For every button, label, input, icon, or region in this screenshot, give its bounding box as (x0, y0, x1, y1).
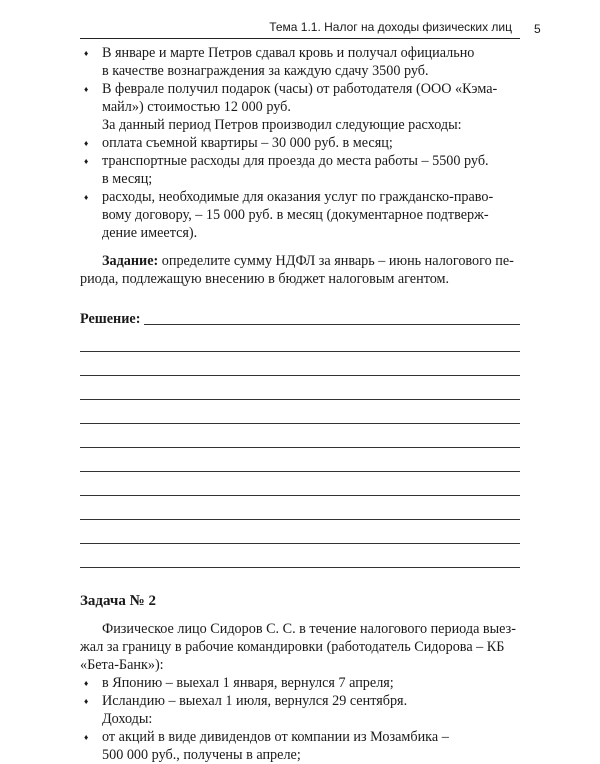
answer-line[interactable] (80, 328, 520, 352)
page-content (80, 44, 520, 764)
task2-paragraph-line: Физическое лицо Сидоров С. С. в течение налогового периода выез- (102, 621, 516, 637)
list-item: ♦ транспортные расходы для проезда до места работы – 5500 руб. в месяц; (80, 152, 520, 188)
list-item: ♦ в Японию – выехал 1 января, вернулся 7 апреля; (80, 674, 520, 692)
solution-line[interactable] (144, 324, 520, 325)
answer-lines[interactable] (80, 328, 520, 568)
list-item: ♦ от акций в виде дивидендов от компании из Мозамбика – 500 000 руб., получены в апреле; (80, 728, 520, 764)
assignment-continuation: риода, подлежащую внесению в бюджет налоговым агентом. (80, 271, 450, 287)
solution-label: Решение: (80, 311, 141, 327)
answer-line[interactable] (80, 544, 520, 568)
header-title: Тема 1.1. Налог на доходы физических лиц (269, 20, 512, 34)
answer-line[interactable] (80, 496, 520, 520)
answer-line[interactable] (80, 520, 520, 544)
answer-line[interactable] (80, 472, 520, 496)
task2-paragraph-line: жал за границу в рабочие командировки (работодатель Сидорова – КБ (80, 639, 505, 655)
answer-line[interactable] (80, 448, 520, 472)
list-item: ♦ Исландию – выехал 1 июля, вернулся 29 сентября. (80, 692, 520, 710)
answer-line[interactable] (80, 352, 520, 376)
assignment (80, 252, 520, 270)
answer-line[interactable] (80, 424, 520, 448)
income-label: Доходы: (102, 711, 153, 727)
list-item: ♦ расходы, необходимые для оказания услуг по гражданско-право- вому договору, – 15 000 руб. в месяц (документарное подтверж- дение имеется). (80, 188, 520, 242)
page-number: 5 (534, 22, 541, 36)
task2-paragraph-line: «Бета-Банк»): (80, 657, 164, 673)
solution-header (80, 310, 520, 328)
answer-line[interactable] (80, 376, 520, 400)
assignment-label: Задание: (102, 253, 159, 269)
expenses-intro: За данный период Петров производил следующие расходы: (102, 117, 462, 133)
running-header (80, 16, 520, 39)
assignment-text: определите сумму НДФЛ за январь – июнь налогового пе- (158, 253, 514, 269)
answer-line[interactable] (80, 400, 520, 424)
list-item: ♦ оплата съемной квартиры – 30 000 руб. в месяц; (80, 134, 520, 152)
list-item: ♦ В январе и марте Петров сдавал кровь и получал официально в качестве вознаграждения за каждую сдачу 3500 руб. (80, 44, 520, 80)
list-item: ♦ В феврале получил подарок (часы) от работодателя (ООО «Кэма- майл») стоимостью 12 000 руб. (80, 80, 520, 116)
task2-title: Задача № 2 (80, 593, 156, 609)
